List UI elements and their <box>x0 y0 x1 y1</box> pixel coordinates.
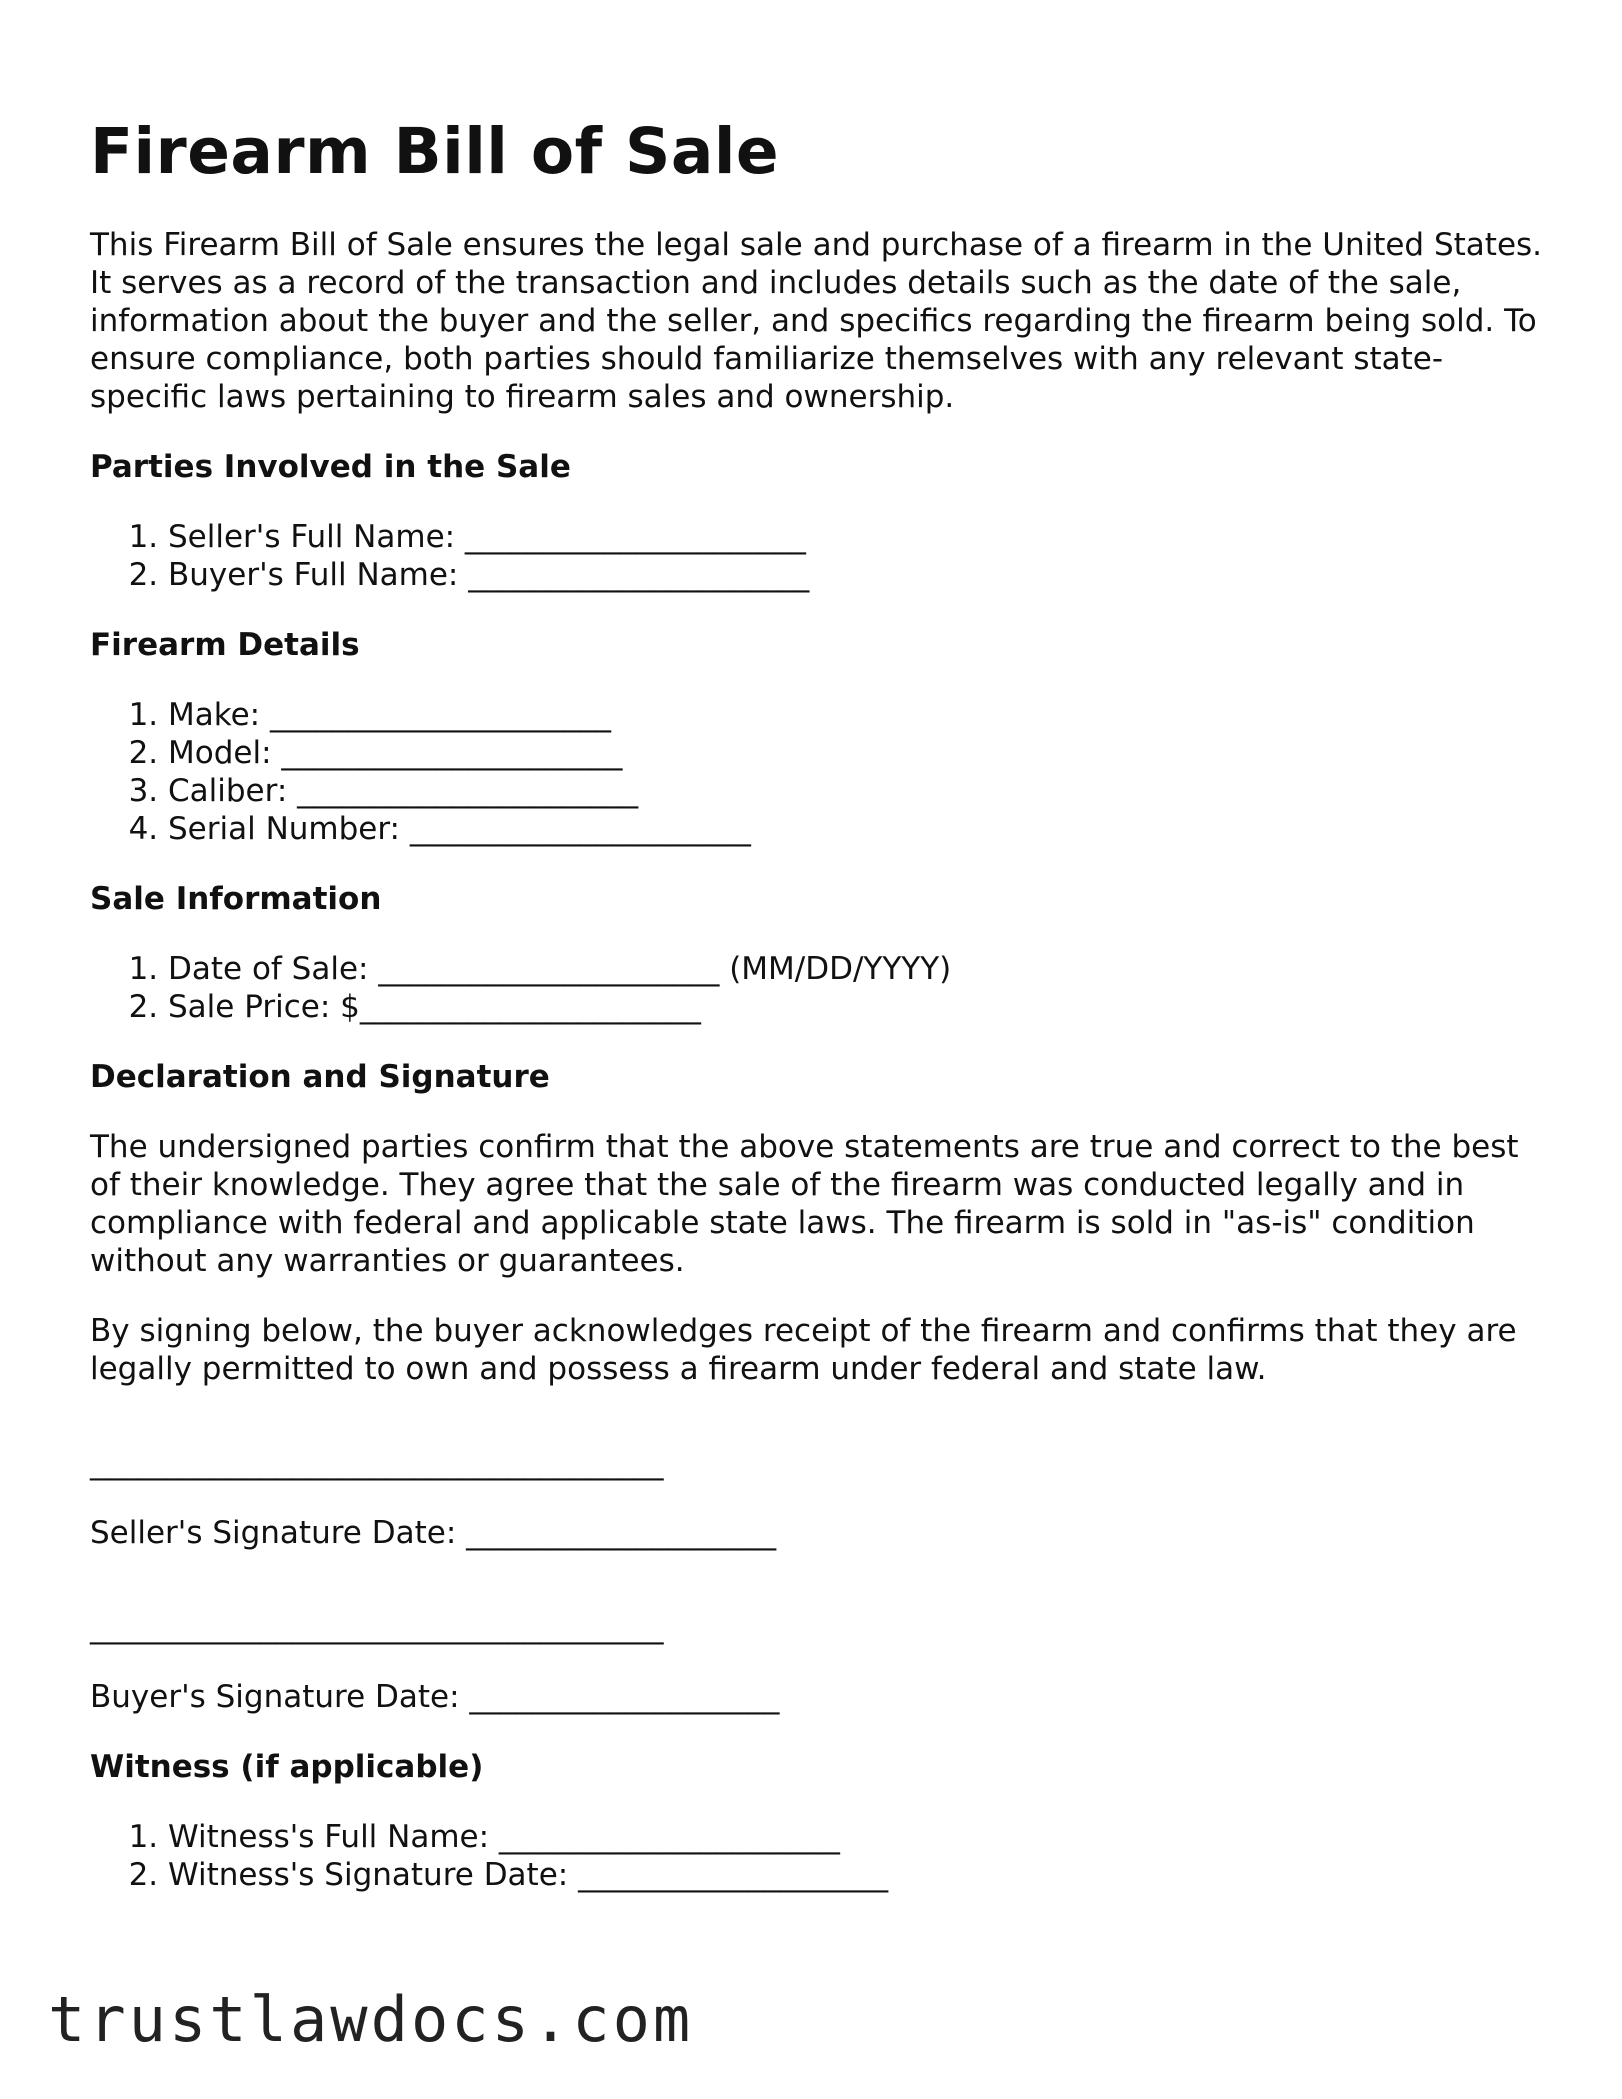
declaration-heading: Declaration and Signature <box>90 1059 550 1095</box>
witness-heading: Witness (if applicable) <box>90 1749 484 1785</box>
declaration-paragraph: The undersigned parties confirm that the above statements are true and correct to the best of their knowledge. They agree that the sale of the firearm was conducted legally and in compliance with federal and applicable state laws. The firearm is sold in "as-is" condition without any warranties or guarantees. <box>90 1129 1519 1279</box>
seller-signature-line[interactable]: _____________________________________ <box>90 1445 664 1481</box>
seller-signature-date[interactable]: Seller's Signature Date: ____________________ <box>90 1515 777 1551</box>
parties-list <box>90 518 1550 594</box>
sale-heading: Sale Information <box>90 881 382 917</box>
intro-paragraph: This Firearm Bill of Sale ensures the legal sale and purchase of a firearm in the United States. It serves as a record of the transaction and includes details such as the date of the sale, information about the buyer and the seller, and specifics regarding the firearm being sold. To ensure compliance, both parties should familiarize themselves with any relevant state-specific laws pertaining to firearm sales and ownership. <box>90 227 1543 415</box>
buyer-signature-line[interactable]: _____________________________________ <box>90 1609 664 1645</box>
site-watermark: trustlawdocs.com <box>48 1983 694 2056</box>
serial-number-field[interactable]: 4. Serial Number: ______________________ <box>168 810 1550 848</box>
acknowledgement-paragraph: By signing below, the buyer acknowledges receipt of the firearm and confirms that they are legally permitted to own and possess a firearm under federal and state law. <box>90 1313 1517 1387</box>
document-title: Firearm Bill of Sale <box>90 115 780 188</box>
parties-heading: Parties Involved in the Sale <box>90 449 571 485</box>
document-page <box>90 112 1550 1926</box>
seller-name-field[interactable]: 1. Seller's Full Name: ______________________ <box>168 518 1550 556</box>
witness-list <box>90 1818 1550 1894</box>
make-field[interactable]: 1. Make: ______________________ <box>168 696 1550 734</box>
date-of-sale-field[interactable]: 1. Date of Sale: ______________________ (MM/DD/YYYY) <box>168 950 1550 988</box>
model-field[interactable]: 2. Model: ______________________ <box>168 734 1550 772</box>
buyer-name-field[interactable]: 2. Buyer's Full Name: ______________________ <box>168 556 1550 594</box>
caliber-field[interactable]: 3. Caliber: ______________________ <box>168 772 1550 810</box>
sale-list <box>90 950 1550 1026</box>
witness-signature-date-field[interactable]: 2. Witness's Signature Date: ____________________ <box>168 1856 1550 1894</box>
firearm-heading: Firearm Details <box>90 627 360 663</box>
witness-name-field[interactable]: 1. Witness's Full Name: ______________________ <box>168 1818 1550 1856</box>
firearm-list <box>90 696 1550 848</box>
sale-price-field[interactable]: 2. Sale Price: $______________________ <box>168 988 1550 1026</box>
buyer-signature-date[interactable]: Buyer's Signature Date: ____________________ <box>90 1679 780 1715</box>
